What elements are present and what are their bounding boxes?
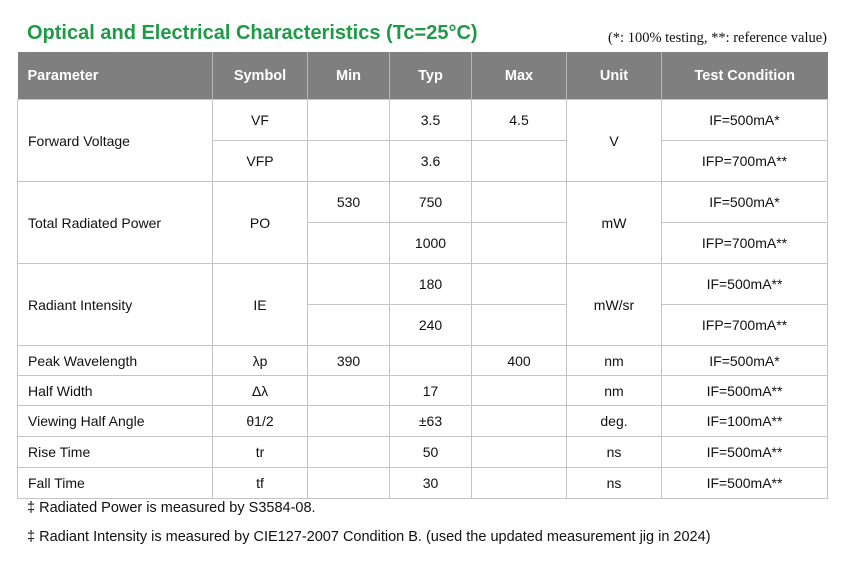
min-cell <box>308 264 390 305</box>
symbol-cell: tf <box>213 468 308 499</box>
typ-cell: 750 <box>390 182 472 223</box>
unit-cell: mW/sr <box>567 264 662 346</box>
min-cell: 530 <box>308 182 390 223</box>
header-symbol: Symbol <box>213 52 308 100</box>
unit-cell: nm <box>567 346 662 376</box>
parameter-cell: Peak Wavelength <box>18 346 213 376</box>
parameter-cell: Fall Time <box>18 468 213 499</box>
max-cell <box>472 264 567 305</box>
unit-cell: ns <box>567 437 662 468</box>
condition-cell: IF=500mA* <box>662 100 828 141</box>
symbol-cell: VFP <box>213 141 308 182</box>
typ-cell: 3.5 <box>390 100 472 141</box>
max-cell <box>472 406 567 437</box>
min-cell <box>308 141 390 182</box>
footnote-radiant-intensity: ‡ Radiant Intensity is measured by CIE127-2007 Condition B. (used the updated measurement jig in 2024) <box>27 529 711 545</box>
header-unit: Unit <box>567 52 662 100</box>
condition-cell: IFP=700mA** <box>662 141 828 182</box>
table-row <box>18 406 828 437</box>
max-cell <box>472 141 567 182</box>
max-cell <box>472 468 567 499</box>
typ-cell: 30 <box>390 468 472 499</box>
condition-cell: IF=500mA* <box>662 346 828 376</box>
condition-cell: IF=500mA** <box>662 468 828 499</box>
table-row <box>18 376 828 406</box>
max-cell <box>472 437 567 468</box>
header-typ: Typ <box>390 52 472 100</box>
typ-cell <box>390 346 472 376</box>
condition-cell: IFP=700mA** <box>662 223 828 264</box>
max-cell: 4.5 <box>472 100 567 141</box>
typ-cell: 180 <box>390 264 472 305</box>
typ-cell: 240 <box>390 305 472 346</box>
condition-cell: IF=500mA** <box>662 376 828 406</box>
condition-cell: IF=100mA** <box>662 406 828 437</box>
symbol-cell: IE <box>213 264 308 346</box>
unit-cell: mW <box>567 182 662 264</box>
footnotes <box>27 500 711 558</box>
symbol-cell: PO <box>213 182 308 264</box>
max-cell <box>472 305 567 346</box>
table-row <box>18 264 828 305</box>
table-row <box>18 346 828 376</box>
max-cell <box>472 223 567 264</box>
parameter-cell: Half Width <box>18 376 213 406</box>
parameter-cell: Viewing Half Angle <box>18 406 213 437</box>
unit-cell: ns <box>567 468 662 499</box>
unit-cell: nm <box>567 376 662 406</box>
condition-cell: IF=500mA** <box>662 437 828 468</box>
header-max: Max <box>472 52 567 100</box>
max-cell: 400 <box>472 346 567 376</box>
table-row <box>18 182 828 223</box>
parameter-cell: Rise Time <box>18 437 213 468</box>
table-row <box>18 100 828 141</box>
min-cell <box>308 437 390 468</box>
typ-cell: 1000 <box>390 223 472 264</box>
testing-note: (*: 100% testing, **: reference value) <box>607 30 827 46</box>
table-row <box>18 468 828 499</box>
unit-cell: V <box>567 100 662 182</box>
max-cell <box>472 182 567 223</box>
parameter-cell: Total Radiated Power <box>18 182 213 264</box>
unit-cell: deg. <box>567 406 662 437</box>
min-cell <box>308 406 390 437</box>
header-parameter: Parameter <box>18 52 213 100</box>
min-cell <box>308 100 390 141</box>
typ-cell: 50 <box>390 437 472 468</box>
symbol-cell: θ1/2 <box>213 406 308 437</box>
typ-cell: 17 <box>390 376 472 406</box>
min-cell <box>308 305 390 346</box>
header-min: Min <box>308 52 390 100</box>
characteristics-table <box>17 52 828 499</box>
parameter-cell: Forward Voltage <box>18 100 213 182</box>
min-cell <box>308 223 390 264</box>
table-header-row <box>18 52 828 100</box>
footnote-radiated-power: ‡ Radiated Power is measured by S3584-08. <box>27 500 316 516</box>
typ-cell: 3.6 <box>390 141 472 182</box>
page-title: Optical and Electrical Characteristics (Tc=25°C) <box>27 22 478 44</box>
parameter-cell: Radiant Intensity <box>18 264 213 346</box>
table-row <box>18 437 828 468</box>
header-test-condition: Test Condition <box>662 52 828 100</box>
min-cell: 390 <box>308 346 390 376</box>
symbol-cell: VF <box>213 100 308 141</box>
symbol-cell: λp <box>213 346 308 376</box>
condition-cell: IFP=700mA** <box>662 305 828 346</box>
condition-cell: IF=500mA** <box>662 264 828 305</box>
typ-cell: ±63 <box>390 406 472 437</box>
symbol-cell: tr <box>213 437 308 468</box>
min-cell <box>308 468 390 499</box>
max-cell <box>472 376 567 406</box>
symbol-cell: Δλ <box>213 376 308 406</box>
condition-cell: IF=500mA* <box>662 182 828 223</box>
min-cell <box>308 376 390 406</box>
